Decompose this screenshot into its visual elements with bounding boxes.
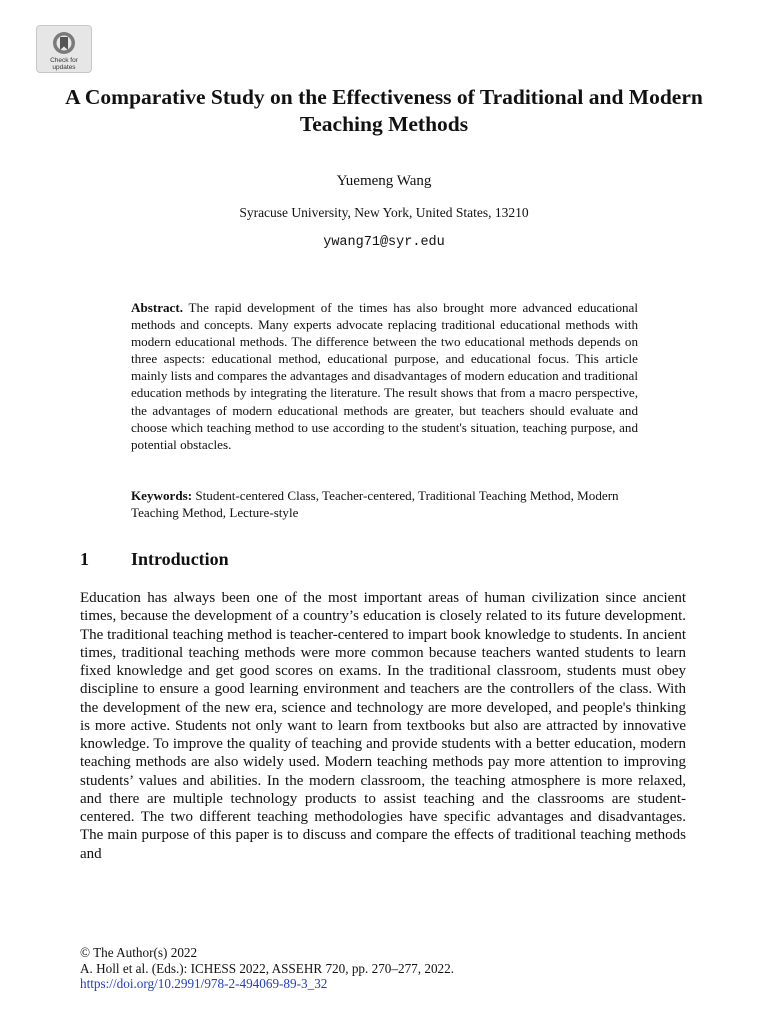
footer (80, 945, 700, 992)
doi-link[interactable]: https://doi.org/10.2991/978-2-494069-89-3_32 (80, 976, 328, 991)
abstract-label: Abstract. (131, 300, 183, 315)
section-number: 1 (80, 549, 89, 569)
keywords (131, 487, 638, 521)
author-name: Yuemeng Wang (336, 173, 432, 189)
paper-title: A Comparative Study on the Effectiveness of Traditional and Modern Teaching Methods (65, 85, 703, 136)
keywords-text: Student-centered Class, Teacher-centered, Traditional Teaching Method, Modern Teaching Method, Lecture-style (131, 488, 619, 521)
abstract (131, 299, 638, 453)
section-title: Introduction (131, 549, 229, 569)
affiliation: Syracuse University, New York, United States, 13210 (239, 205, 529, 220)
keywords-label: Keywords: (131, 488, 193, 503)
copyright-line: © The Author(s) 2022 (80, 945, 198, 960)
badge-label: Check for updates (50, 57, 78, 71)
citation-line: A. Holl et al. (Eds.): ICHESS 2022, ASSEHR 720, pp. 270–277, 2022. (80, 960, 455, 976)
bookmark-icon (51, 30, 77, 56)
check-for-updates-badge[interactable] (36, 25, 92, 73)
author-email[interactable]: ywang71@syr.edu (323, 235, 445, 250)
introduction-paragraph: Education has always been one of the most important areas of human civilization since ancient times, because the development of a country’s education is closely related to its future development. The traditional teaching method is teacher-centered to impart book knowledge to students. In ancient times, traditional teaching methods were more common because teachers wanted students to learn fixed knowledge and get good scores on exams. In the traditional classroom, students must obey discipline to ensure a good learning environment and teachers are the controllers of the class. With the development of the new era, science and technology are more developed, and people's thinking is more active. Students not only want to learn from textbooks but also are attracted by innovative knowledge. To improve the quality of teaching and provide students with a better education, modern teaching methods are also widely used. Modern teaching methods pay more attention to improving students’ values and abilities. In the modern classroom, the teaching atmosphere is more relaxed, and there are multiple technology products to assist teaching and the classrooms are student-centered. The two different teaching methodologies have specific advantages and disadvantages. The main purpose of this paper is to discuss and compare the effects of traditional teaching methods and (80, 590, 686, 862)
section-heading (80, 548, 229, 570)
abstract-text: The rapid development of the times has also brought more advanced educational methods and concepts. Many experts advocate replacing traditional educational methods with modern educational methods. The difference between the two educational methods depends on three aspects: educational method, educational purpose, and educational focus. This article mainly lists and compares the advantages and disadvantages of modern education and traditional education methods by integrating the literature. The result shows that from a macro perspective, the advantages of modern educational methods are greater, but teachers should evaluate and choose which teaching method to use according to the student's situation, teaching purpose, and potential obstacles. (131, 300, 638, 452)
